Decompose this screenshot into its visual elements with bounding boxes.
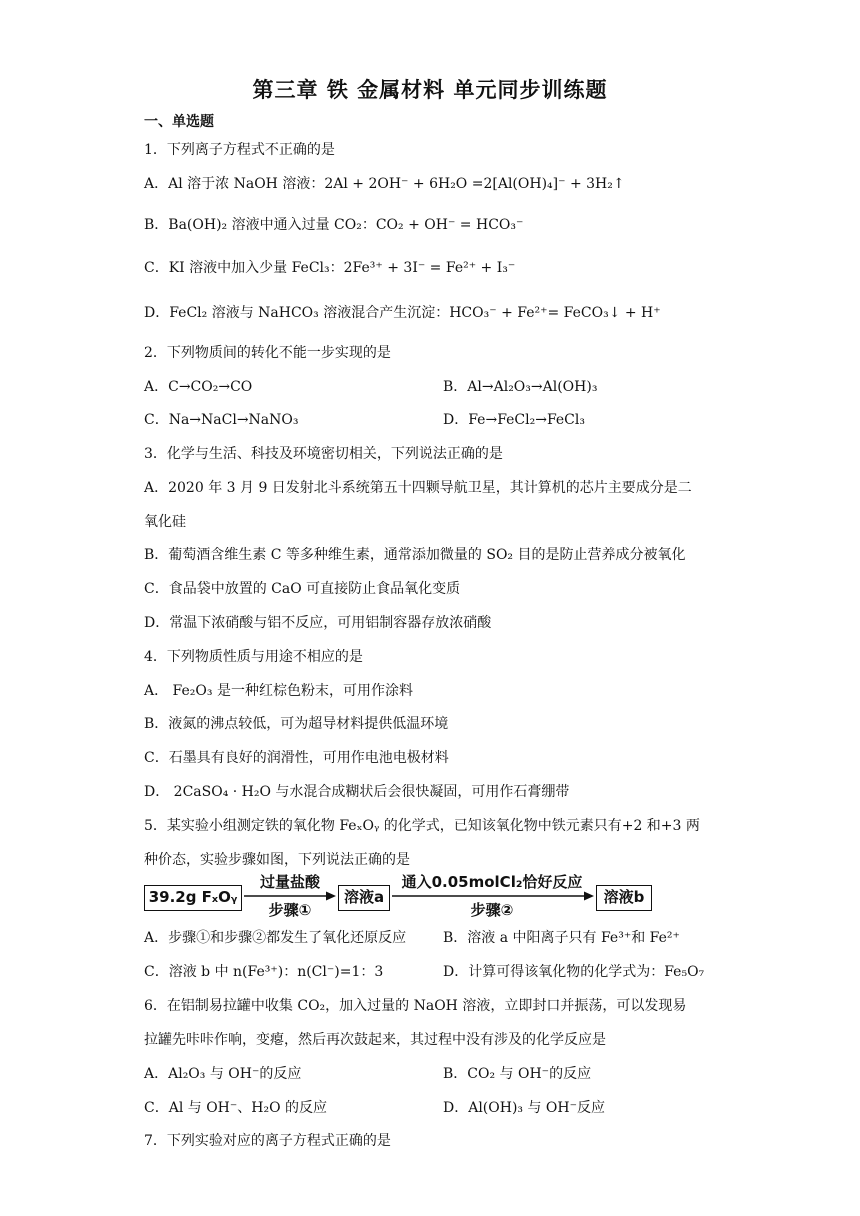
flow-mid-box: 溶液a bbox=[338, 885, 390, 911]
flow-end-box: 溶液b bbox=[596, 885, 652, 911]
q3-option-b: B．葡萄酒含维生素 C 等多种维生素，通常添加微量的 SO₂ 目的是防止营养成分被氧化 bbox=[144, 547, 686, 563]
q7-stem: 7．下列实验对应的离子方程式正确的是 bbox=[144, 1133, 391, 1149]
q5-stem: 5．某实验小组测定铁的氧化物 FeₓOᵧ 的化学式，已知该氧化物中铁元素只有+2 和+3 两 bbox=[144, 818, 700, 834]
q1-stem: 1．下列离子方程式不正确的是 bbox=[144, 142, 335, 158]
q4-option-a: A． Fe₂O₃ 是一种红棕色粉末，可用作涂料 bbox=[144, 683, 413, 699]
q1-option-a: A．Al 溶于浓 NaOH 溶液：2Al + 2OH⁻ + 6H₂O =2[Al(OH)₄]⁻ + 3H₂↑ bbox=[144, 176, 625, 192]
q2-stem: 2．下列物质间的转化不能一步实现的是 bbox=[144, 345, 391, 361]
flow-start-box: 39.2g FₓOᵧ bbox=[144, 885, 242, 911]
q6-option-b: B．CO₂ 与 OH⁻的反应 bbox=[443, 1066, 592, 1082]
q6-stem-cont: 拉罐先咔咔作响，变瘪，然后再次鼓起来，其过程中没有涉及的化学反应是 bbox=[144, 1032, 606, 1048]
flow-arrow1-top-label: 过量盐酸 bbox=[259, 873, 320, 891]
flow-arrow2-bottom-label: 步骤② bbox=[470, 901, 514, 919]
flow-arrow-2 bbox=[390, 888, 596, 904]
q3-option-a-cont: 氧化硅 bbox=[144, 514, 186, 530]
q1-option-b: B．Ba(OH)₂ 溶液中通入过量 CO₂：CO₂ + OH⁻ = HCO₃⁻ bbox=[144, 217, 524, 233]
q6-option-c: C．Al 与 OH⁻、H₂O 的反应 bbox=[144, 1100, 328, 1116]
section-heading: 一、单选题 bbox=[144, 114, 214, 130]
q3-stem: 3．化学与生活、科技及环境密切相关，下列说法正确的是 bbox=[144, 446, 503, 462]
q5-option-a: A．步骤①和步骤②都发生了氧化还原反应 bbox=[144, 930, 407, 946]
q2-option-b: B．Al→Al₂O₃→Al(OH)₃ bbox=[443, 379, 598, 395]
q2-option-a: A．C→CO₂→CO bbox=[144, 379, 253, 395]
q5-stem-cont: 种价态，实验步骤如图，下列说法正确的是 bbox=[144, 852, 410, 868]
q3-option-c: C．食品袋中放置的 CaO 可直接防止食品氧化变质 bbox=[144, 581, 461, 597]
q2-option-d: D．Fe→FeCl₂→FeCl₃ bbox=[443, 412, 585, 428]
q3-option-a: A．2020 年 3 月 9 日发射北斗系统第五十四颗导航卫星，其计算机的芯片主要成分是二 bbox=[144, 480, 692, 496]
q6-option-a: A．Al₂O₃ 与 OH⁻的反应 bbox=[144, 1066, 302, 1082]
q5-flow-diagram bbox=[144, 875, 664, 917]
q4-option-c: C．石墨具有良好的润滑性，可用作电池电极材料 bbox=[144, 750, 449, 766]
q5-option-d: D．计算可得该氧化物的化学式为：Fe₅O₇ bbox=[443, 964, 705, 980]
q4-option-d: D． 2CaSO₄ · H₂O 与水混合成糊状后会很快凝固，可用作石膏绷带 bbox=[144, 784, 570, 800]
page-title: 第三章 铁 金属材料 单元同步训练题 bbox=[252, 78, 608, 102]
q1-option-d: D．FeCl₂ 溶液与 NaHCO₃ 溶液混合产生沉淀：HCO₃⁻ + Fe²⁺= FeCO₃↓ + H⁺ bbox=[144, 305, 661, 321]
q5-option-c: C．溶液 b 中 n(Fe³⁺)：n(Cl⁻)=1：3 bbox=[144, 964, 384, 980]
q5-option-b: B．溶液 a 中阳离子只有 Fe³⁺和 Fe²⁺ bbox=[443, 930, 680, 946]
q6-option-d: D．Al(OH)₃ 与 OH⁻反应 bbox=[443, 1100, 606, 1116]
q2-option-c: C．Na→NaCl→NaNO₃ bbox=[144, 412, 299, 428]
q1-option-c: C．KI 溶液中加入少量 FeCl₃：2Fe³⁺ + 3I⁻ = Fe²⁺ + I₃⁻ bbox=[144, 260, 516, 276]
q4-option-b: B．液氮的沸点较低，可为超导材料提供低温环境 bbox=[144, 716, 449, 732]
flow-arrow1-bottom-label: 步骤① bbox=[268, 901, 312, 919]
flow-arrow-1 bbox=[242, 888, 338, 904]
q4-stem: 4．下列物质性质与用途不相应的是 bbox=[144, 649, 363, 665]
q6-stem: 6．在铝制易拉罐中收集 CO₂，加入过量的 NaOH 溶液，立即封口并振荡，可以发现易 bbox=[144, 998, 687, 1014]
flow-arrow2-top-label: 通入0.05molCl₂恰好反应 bbox=[401, 873, 583, 891]
q3-option-d: D．常温下浓硝酸与铝不反应，可用铝制容器存放浓硝酸 bbox=[144, 615, 492, 631]
